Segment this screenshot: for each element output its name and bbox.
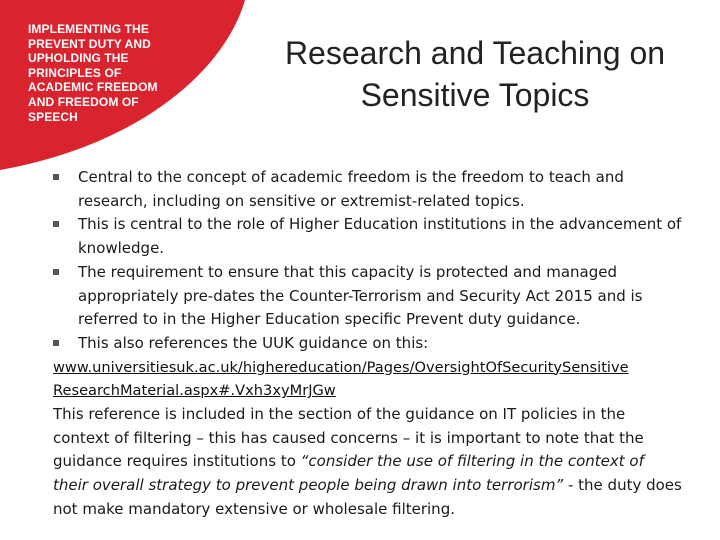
slide-title-line: Sensitive Topics [360,77,590,113]
filtering-paragraph [53,403,683,522]
bullet-item [53,261,683,332]
banner-line: PRINCIPLES OF [28,65,122,80]
banner-line: IMPLEMENTING THE [28,22,149,36]
paragraph-text: - the duty does not make mandatory extensive or wholesale filtering. [53,476,682,518]
bullet-square-icon [53,174,59,180]
paragraph-text: This reference is included in the section of the guidance on IT policies in the context of filtering – this has caused concerns – it is important to note that the guidance requires institutions to [53,405,644,471]
uuk-guidance-link[interactable] [53,356,683,403]
link-line[interactable]: ResearchMaterial.aspx#.Vxh3xyMrJGw [53,382,336,400]
bullet-text: Central to the concept of academic freedom is the freedom to teach and research, including on sensitive or extremist-related topics. [78,168,624,210]
bullet-item [53,332,683,356]
corner-banner [0,0,250,170]
bullet-square-icon [53,340,59,346]
banner-line: PREVENT DUTY AND [28,36,151,51]
bullet-square-icon [53,221,59,227]
bullet-text: The requirement to ensure that this capacity is protected and managed appropriately pre-dates the Counter-Terrorism and Security Act 2015 and is referred to in the Higher Education specific Prevent duty guidance. [78,262,643,329]
banner-text [28,22,198,124]
banner-line: AND FREEDOM OF [28,94,139,109]
paragraph-quote: “consider the use of filtering in the context of their overall strategy to prevent people being drawn into terrorism” [53,452,644,495]
banner-line: SPEECH [28,109,78,124]
bullet-item [53,166,683,213]
banner-line: UPHOLDING THE [28,51,129,66]
link-line[interactable]: www.universitiesuk.ac.uk/highereducation/Pages/OversightOfSecuritySensitive [53,358,629,376]
bullet-text: This also references the UUK guidance on this: [78,333,429,352]
slide-body [53,166,683,522]
banner-line: ACADEMIC FREEDOM [28,80,158,95]
bullet-item [53,213,683,260]
bullet-text: This is central to the role of Higher Education institutions in the advancement of knowledge. [78,215,682,258]
slide-title-line: Research and Teaching on [284,35,666,71]
bullet-square-icon [53,269,59,275]
slide-title [245,32,705,116]
